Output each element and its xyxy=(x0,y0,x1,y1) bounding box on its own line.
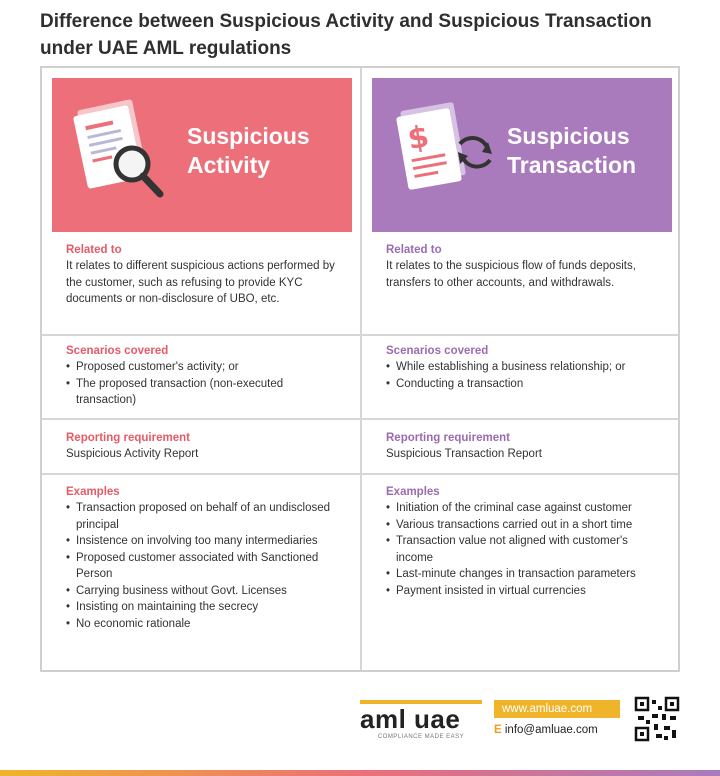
transaction-header xyxy=(372,78,672,232)
activity-related-cell xyxy=(42,242,360,308)
qr-code-icon xyxy=(634,696,680,742)
email-prefix: E xyxy=(494,724,502,736)
transaction-examples-cell xyxy=(362,484,678,599)
aml-uae-logo xyxy=(360,700,482,740)
row-divider xyxy=(42,418,360,420)
activity-header xyxy=(52,78,352,232)
transaction-reporting-label: Reporting requirement xyxy=(386,432,510,444)
transaction-heading-line1: Suspicious xyxy=(507,123,630,149)
transaction-related-text: It relates to the suspicious flow of funds deposits, transfers to other accounts, and withdrawals. xyxy=(386,260,636,289)
transaction-examples-label: Examples xyxy=(386,486,440,498)
list-item: • Last-minute changes in transaction parameters xyxy=(386,566,664,583)
document-magnifier-icon xyxy=(70,96,180,216)
activity-column xyxy=(42,68,360,670)
activity-scenarios-label: Scenarios covered xyxy=(66,345,169,357)
list-item: • Various transactions carried out in a short time xyxy=(386,517,664,534)
transaction-reporting-text: Suspicious Transaction Report xyxy=(386,448,542,460)
svg-text:$: $ xyxy=(405,119,432,158)
row-divider xyxy=(362,334,678,336)
activity-reporting-text: Suspicious Activity Report xyxy=(66,448,199,460)
email-contact[interactable] xyxy=(494,724,598,736)
list-item: • Conducting a transaction xyxy=(386,376,664,393)
activity-related-label: Related to xyxy=(66,244,122,256)
transaction-related-label: Related to xyxy=(386,244,442,256)
transaction-scenarios-list xyxy=(386,359,664,392)
activity-heading-line2: Activity xyxy=(187,152,271,178)
transaction-scenarios-label: Scenarios covered xyxy=(386,345,489,357)
list-item: • Transaction proposed on behalf of an undisclosed principal xyxy=(66,500,346,533)
transaction-reporting-cell xyxy=(362,430,678,463)
activity-examples-label: Examples xyxy=(66,486,120,498)
footer xyxy=(360,696,680,748)
list-item: • Transaction value not aligned with customer's income xyxy=(386,533,664,566)
transaction-heading-line2: Transaction xyxy=(507,152,637,178)
comparison-table xyxy=(40,66,680,672)
transaction-related-cell xyxy=(362,242,678,291)
row-divider xyxy=(362,473,678,475)
website-link[interactable]: www.amluae.com xyxy=(494,700,620,718)
activity-reporting-label: Reporting requirement xyxy=(66,432,190,444)
activity-scenarios-list xyxy=(66,359,346,409)
document-dollar-exchange-icon xyxy=(390,96,500,216)
bottom-color-bar xyxy=(0,770,720,776)
list-item: • Payment insisted in virtual currencies xyxy=(386,583,664,600)
activity-heading xyxy=(187,122,310,180)
activity-scenarios-cell xyxy=(42,343,360,409)
list-item: • Proposed customer associated with Sanctioned Person xyxy=(66,550,346,583)
logo-tagline: COMPLIANCE MADE EASY xyxy=(377,734,465,740)
list-item: • Insisting on maintaining the secrecy xyxy=(66,599,346,616)
page-title: Difference between Suspicious Activity and Suspicious Transaction under UAE AML regulations xyxy=(40,11,652,59)
transaction-column xyxy=(360,68,678,670)
transaction-scenarios-cell xyxy=(362,343,678,392)
row-divider xyxy=(362,418,678,420)
transaction-heading xyxy=(507,122,636,180)
list-item: • No economic rationale xyxy=(66,616,346,633)
activity-related-text: It relates to different suspicious actions performed by the customer, such as refusing to provide KYC documents or non-disclosure of UBO, etc. xyxy=(66,260,335,305)
list-item: • Initiation of the criminal case against customer xyxy=(386,500,664,517)
list-item: • While establishing a business relationship; or xyxy=(386,359,664,376)
activity-examples-cell xyxy=(42,484,360,632)
activity-heading-line1: Suspicious xyxy=(187,123,310,149)
list-item: • The proposed transaction (non-executed transaction) xyxy=(66,376,346,409)
row-divider xyxy=(42,334,360,336)
transaction-examples-list xyxy=(386,500,664,599)
activity-reporting-cell xyxy=(42,430,360,463)
email-address[interactable]: info@amluae.com xyxy=(504,724,598,736)
list-item: • Proposed customer's activity; or xyxy=(66,359,346,376)
row-divider xyxy=(42,473,360,475)
activity-examples-list xyxy=(66,500,346,632)
list-item: • Insistence on involving too many intermediaries xyxy=(66,533,346,550)
list-item: • Carrying business without Govt. Licenses xyxy=(66,583,346,600)
logo-word: aml uae xyxy=(360,704,461,734)
